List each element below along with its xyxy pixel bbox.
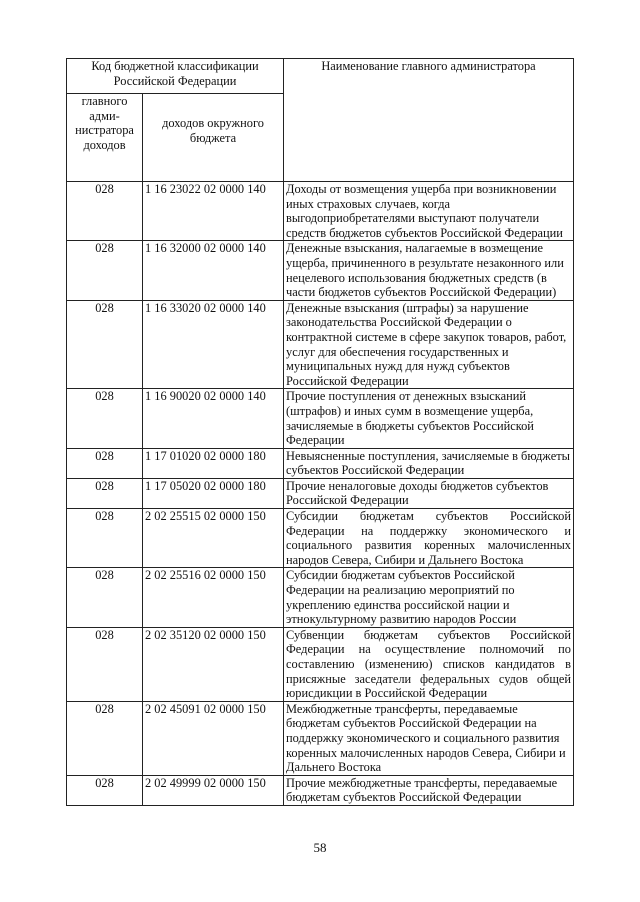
administrator-name-cell: Доходы от возмещения ущерба при возникновении иных страховых случаев, когда выгодоприобретателями выступают получатели средств бюджетов субъектов Российской Федерации	[284, 182, 574, 241]
table-row	[67, 241, 574, 300]
admin-code-cell: 028	[67, 300, 143, 389]
admin-code-cell: 028	[67, 182, 143, 241]
budget-code-cell: 1 16 32000 02 0000 140	[143, 241, 284, 300]
table-row	[67, 627, 574, 701]
header-name-cell: Наименование главного администратора	[284, 59, 574, 182]
table-row	[67, 701, 574, 775]
administrator-name-cell: Субвенции бюджетам субъектов Российской Федерации на осуществление полномочий по составлению (изменению) списков кандидатов в присяжные заседатели федеральных судов общей юрисдикции в Российской Федерации	[284, 627, 574, 701]
admin-code-cell: 028	[67, 448, 143, 478]
table-row	[67, 509, 574, 568]
table-row	[67, 775, 574, 805]
budget-code-cell: 1 17 05020 02 0000 180	[143, 478, 284, 508]
header-budget-cell: доходов окружного бюджета	[143, 94, 284, 182]
table-row	[67, 448, 574, 478]
administrator-name-cell: Субсидии бюджетам субъектов Российской Федерации на реализацию мероприятий по укреплению единства российской нации и этнокультурному развитию народов России	[284, 568, 574, 627]
administrator-name-cell: Межбюджетные трансферты, передаваемые бюджетам субъектов Российской Федерации на поддержку экономического и социального развития коренных малочисленных народов Севера, Сибири и Дальнего Востока	[284, 701, 574, 775]
admin-code-cell: 028	[67, 701, 143, 775]
administrator-name-cell: Прочие поступления от денежных взысканий (штрафов) и иных сумм в возмещение ущерба, зачисляемые в бюджеты субъектов Российской Федерации	[284, 389, 574, 448]
admin-code-cell: 028	[67, 627, 143, 701]
admin-code-cell: 028	[67, 568, 143, 627]
administrator-name-cell: Субсидии бюджетам субъектов Российской Федерации на поддержку экономического и социального развития коренных малочисленных народов Севера, Сибири и Дальнего Востока	[284, 509, 574, 568]
administrator-name-cell: Прочие неналоговые доходы бюджетов субъектов Российской Федерации	[284, 478, 574, 508]
admin-code-cell: 028	[67, 775, 143, 805]
budget-code-cell: 2 02 49999 02 0000 150	[143, 775, 284, 805]
header-group-cell: Код бюджетной классификации Российской Федерации	[67, 59, 284, 94]
page-number: 58	[313, 840, 327, 855]
budget-code-cell: 2 02 25516 02 0000 150	[143, 568, 284, 627]
table-row	[67, 182, 574, 241]
administrator-name-cell: Денежные взыскания (штрафы) за нарушение законодательства Российской Федерации о контрактной системе в сфере закупок товаров, работ, услуг для обеспечения государственных и муниципальных нужд для нужд субъектов Российской Федерации	[284, 300, 574, 389]
admin-code-cell: 028	[67, 241, 143, 300]
header-row-top	[67, 59, 574, 94]
budget-code-cell: 2 02 25515 02 0000 150	[143, 509, 284, 568]
header-admin-cell: главного адми-нистратора доходов	[67, 94, 143, 182]
budget-code-cell: 1 16 23022 02 0000 140	[143, 182, 284, 241]
budget-classification-table	[66, 58, 574, 806]
budget-code-cell: 2 02 35120 02 0000 150	[143, 627, 284, 701]
admin-code-cell: 028	[67, 509, 143, 568]
admin-code-cell: 028	[67, 389, 143, 448]
admin-code-cell: 028	[67, 478, 143, 508]
budget-code-cell: 2 02 45091 02 0000 150	[143, 701, 284, 775]
budget-code-cell: 1 16 90020 02 0000 140	[143, 389, 284, 448]
administrator-name-cell: Прочие межбюджетные трансферты, передаваемые бюджетам субъектов Российской Федерации	[284, 775, 574, 805]
budget-code-cell: 1 17 01020 02 0000 180	[143, 448, 284, 478]
table-row	[67, 478, 574, 508]
administrator-name-cell: Денежные взыскания, налагаемые в возмещение ущерба, причиненного в результате незаконного или нецелевого использования бюджетных средств (в части бюджетов субъектов Российской Федерации)	[284, 241, 574, 300]
budget-code-cell: 1 16 33020 02 0000 140	[143, 300, 284, 389]
table-row	[67, 300, 574, 389]
administrator-name-cell: Невыясненные поступления, зачисляемые в бюджеты субъектов Российской Федерации	[284, 448, 574, 478]
table-row	[67, 568, 574, 627]
table-row	[67, 389, 574, 448]
